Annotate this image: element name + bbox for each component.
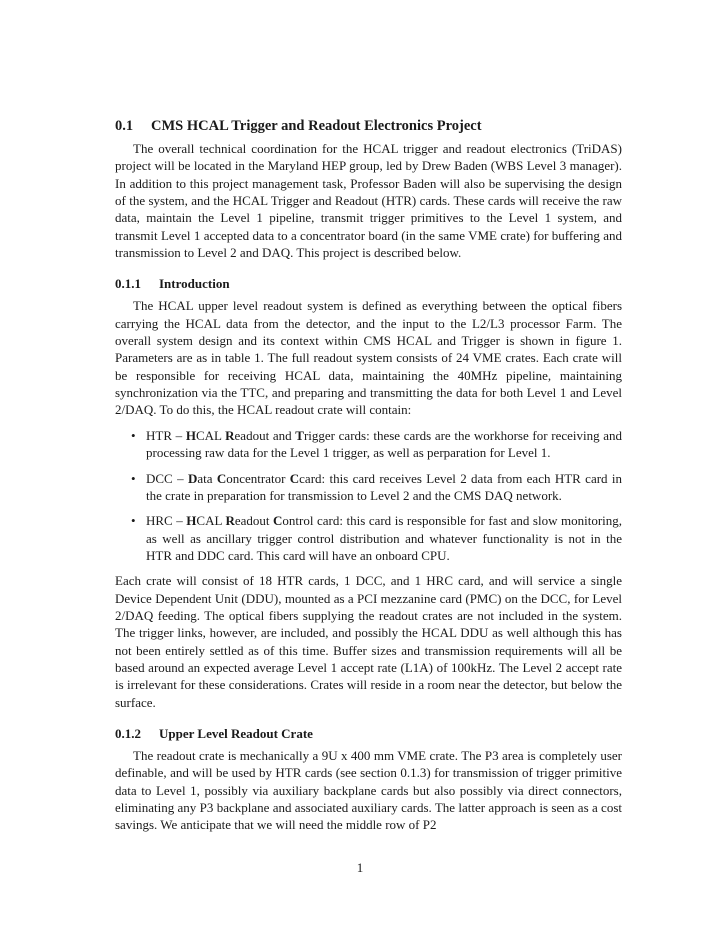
section-number: 0.1 xyxy=(115,118,134,134)
item-abbr: HRC xyxy=(146,513,173,529)
introduction-title: Introduction xyxy=(159,276,230,292)
introduction-paragraph-1: The HCAL upper level readout system is defined as everything between the optical fibers carrying the HCAL data from the detector, and the input to the L2/L3 processor Farm. The overall system design and its context within CMS HCAL and Trigger is shown in figure 1. Parameters are as in table 1. The full readout system consists of 24 VME crates. Each crate will be responsible for receiving HCAL data, maintaining the 40MHz pipeline, maintaining synchronization via the TTC, and preparing and transmitting the data for both Level 1 and Level 2/DAQ. To do this, the HCAL readout crate will contain: xyxy=(115,298,622,418)
introduction-heading xyxy=(115,275,622,293)
item-word: ata xyxy=(197,470,217,486)
upper-level-paragraph-1: The readout crate is mechanically a 9U x 400 mm VME crate. The P3 area is completely user definable, and will be used by HTR cards (see section 0.1.3) for transmission of trigger primitive data to Level 1, possibly via auxiliary backplane cards but also possibly via direct connectors, eliminating any P3 backplane and associated auxiliary cards. The latter approach is seen as a cost savings. We anticipate that we will need the middle row of P2 xyxy=(115,747,622,833)
document-page xyxy=(115,116,622,834)
item-initial: H xyxy=(185,427,196,443)
item-initial: C xyxy=(216,470,227,486)
introduction-number: 0.1.1 xyxy=(115,276,141,292)
bullet-icon: • xyxy=(131,470,136,486)
item-word: card xyxy=(299,470,322,486)
upper-level-title: Upper Level Readout Crate xyxy=(159,725,313,741)
bullet-icon: • xyxy=(131,427,136,443)
list-item xyxy=(115,512,622,564)
crate-components-list xyxy=(115,427,622,564)
section-intro-paragraph: The overall technical coordination for the HCAL trigger and readout electronics (TriDAS) project will be located in the Maryland HEP group, led by Drew Baden (WBS Level 3 manager). In addition to this project management task, Professor Baden will also be supervising the design of the system, and the HCAL Trigger and Readout (HTR) cards. These cards will receive the raw data, maintain the Level 1 pipeline, transmit trigger primitives to the Level 1 system, and transmit Level 1 accepted data to a concentrator board (in the same VME crate) for buffering and transmission to Level 2 and DAQ. This project is described below. xyxy=(115,141,622,261)
item-dash: – xyxy=(172,513,187,529)
item-dash: – xyxy=(172,427,186,443)
item-description: : this card is responsible for fast and slow monitoring, as well as ancillary trigger control distribution and whatever functionality is not in the HTR and DDC card. This card will have an onboard CPU. xyxy=(146,513,623,563)
item-word: eadout xyxy=(234,513,274,529)
item-abbr: HTR xyxy=(146,427,172,443)
item-word: CAL xyxy=(195,427,226,443)
list-item xyxy=(115,427,622,462)
item-abbr: DCC xyxy=(146,470,173,486)
item-initial: R xyxy=(225,513,235,529)
section-title: CMS HCAL Trigger and Readout Electronics Project xyxy=(151,118,482,134)
item-initial: R xyxy=(225,427,235,443)
list-item xyxy=(115,470,622,505)
upper-level-heading xyxy=(115,725,622,743)
item-description: : these cards are the workhorse for receiving and processing raw data for the Level 1 trigger, as well as perparation for Level 1. xyxy=(146,427,623,461)
item-word: eadout and xyxy=(234,427,296,443)
section-heading xyxy=(115,116,622,136)
item-description: : this card receives Level 2 data from each HTR card in the crate in preparation for transmission to Level 2 and the CMS DAQ network. xyxy=(146,470,622,503)
item-initial: H xyxy=(186,513,197,529)
item-word: CAL xyxy=(196,513,226,529)
item-initial: T xyxy=(295,427,304,443)
item-dash: – xyxy=(172,470,188,486)
item-word: ontrol card xyxy=(282,513,340,529)
upper-level-number: 0.1.2 xyxy=(115,725,141,741)
item-word: oncentrator xyxy=(226,470,290,486)
page-number: 1 xyxy=(356,860,364,875)
item-word: rigger cards xyxy=(303,427,367,443)
item-initial: D xyxy=(187,470,198,486)
item-initial: C xyxy=(273,513,283,529)
bullet-icon: • xyxy=(131,513,136,529)
item-initial: C xyxy=(289,470,300,486)
introduction-paragraph-2: Each crate will consist of 18 HTR cards, 1 DCC, and 1 HRC card, and will service a single Device Dependent Unit (DDU), mounted as a PCI mezzanine card (PMC) on the DCC, for Level 2/DAQ feeding. The optical fibers supplying the readout crates are not included in the system. The trigger links, however, are included, and possibly the HCAL DDU as well although this has not been entirely settled as of this time. Buffer sizes and transmission requirements will all be based around an expected average Level 1 accept rate (L1A) of 100kHz. The Level 2 accept rate is irrelevant for these considerations. Crates will reside in a room near the detector, but below the surface. xyxy=(115,573,622,710)
